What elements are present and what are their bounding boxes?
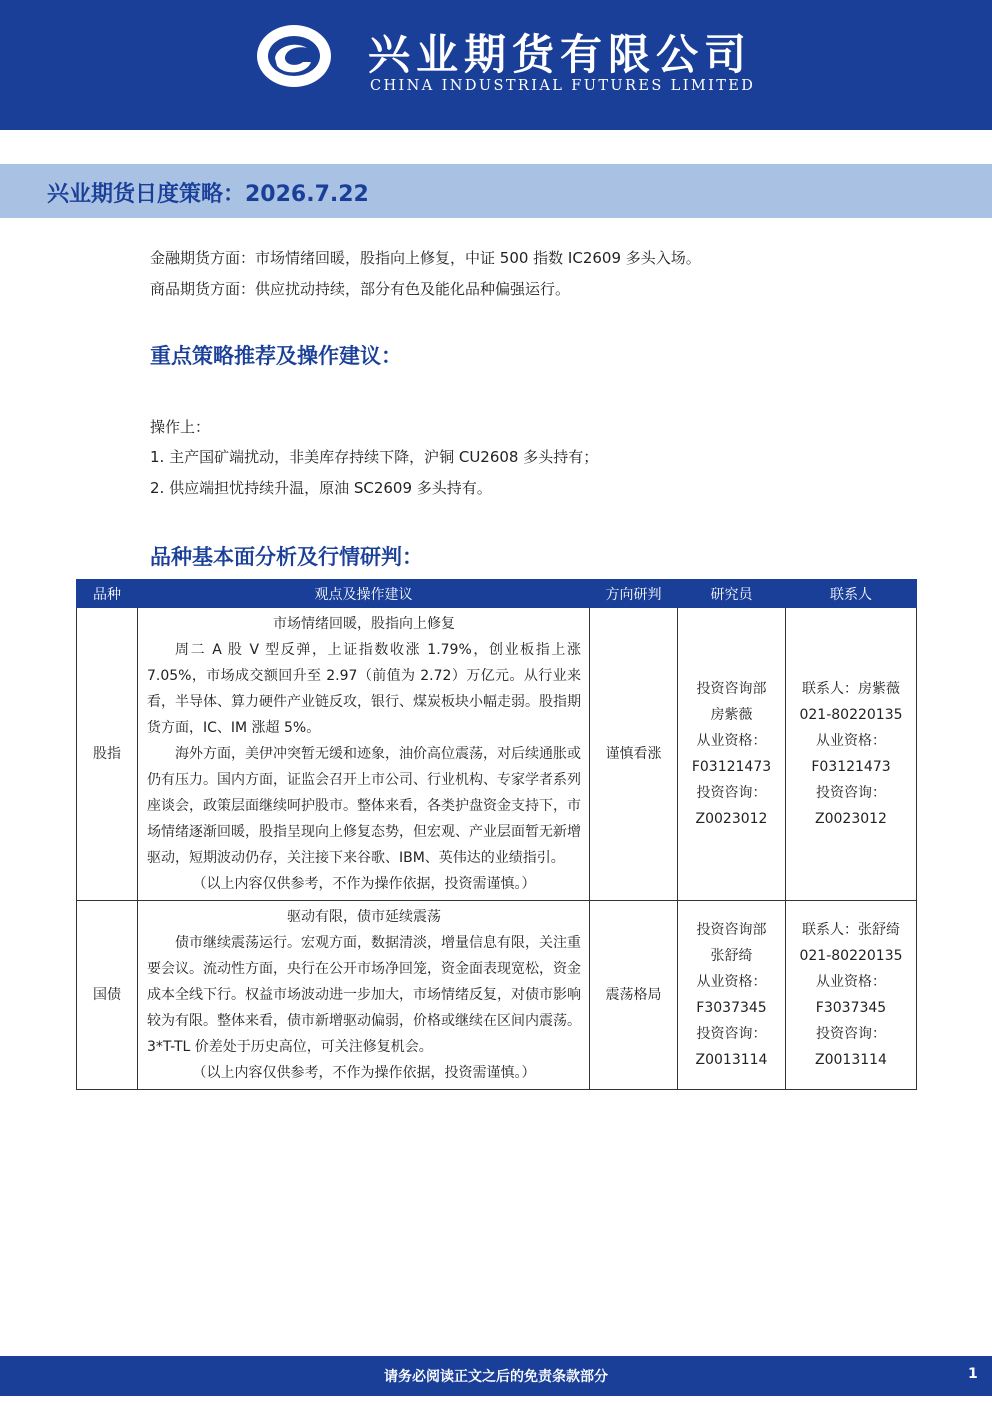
direction-cell: 谨慎看涨 [590,608,678,901]
page-header [0,0,992,130]
view-paragraph: 周二 A 股 V 型反弹，上证指数收涨 1.79%，创业板指上涨 7.05%，市场成交额回升至 2.97（前值为 2.72）万亿元。从行业来看，半导体、算力硬件产业链反攻，银行、煤炭板块小幅走弱。股指期货方面，IC、IM 涨超 5%。 [147,642,581,736]
table-header-row [77,580,917,608]
researcher-line: F3037345 [696,1000,767,1016]
section-heading-strategy: 重点策略推荐及操作建议： [150,344,402,368]
view-subtitle: 驱动有限，债市延续震荡 [287,909,441,925]
page-title: 兴业期货日度策略：2026.7.22 [47,182,369,207]
view-cell [138,608,590,901]
header-variety: 品种 [77,580,138,608]
variety-cell: 股指 [77,608,138,901]
view-disclaimer: （以上内容仅供参考，不作为操作依据，投资需谨慎。） [192,876,536,892]
contact-line: Z0023012 [815,811,887,827]
contact-line: 联系人：房紫薇 [802,681,900,697]
contact-line: 021-80220135 [799,707,903,723]
contact-line: Z0013114 [815,1052,887,1068]
researcher-line: Z0023012 [695,811,768,827]
contact-line: 联系人：张舒绮 [802,922,900,938]
summary-financial: 金融期货方面：市场情绪回暖，股指向上修复，中证 500 指数 IC2609 多头入场。 [150,249,701,267]
researcher-line: 张舒绮 [710,948,753,964]
contact-line: 从业资格： [816,733,886,749]
contact-line: 投资咨询： [816,785,886,801]
view-cell [138,901,590,1090]
researcher-line: F03121473 [691,759,772,775]
researcher-cell [678,608,786,901]
page-footer [0,1356,992,1396]
view-disclaimer: （以上内容仅供参考，不作为操作依据，投资需谨慎。） [192,1065,536,1081]
section-heading-analysis: 品种基本面分析及行情研判： [150,545,423,569]
header-contact: 联系人 [786,580,917,608]
summary-commodity: 商品期货方面：供应扰动持续，部分有色及能化品种偏强运行。 [150,280,571,298]
researcher-line: 投资咨询部 [696,922,767,938]
contact-line: 从业资格： [816,974,886,990]
view-paragraph: 海外方面，美伊冲突暂无缓和迹象，油价高位震荡，对后续通胀或仍有压力。国内方面，证监会召开上市公司、行业机构、专家学者系列座谈会，政策层面继续呵护股市。整体来看，各类护盘资金支持下，市场情绪逐渐回暖，股指呈现向上修复态势，但宏观、产业层面暂无新增驱动，短期波动仍存，关注接下来谷歌、IBM、英伟达的业绩指引。 [147,746,581,866]
contact-line: 投资咨询： [816,1026,886,1042]
view-subtitle: 市场情绪回暖，股指向上修复 [273,616,455,632]
company-logo-icon [255,22,333,90]
page-number: 1 [968,1366,978,1382]
operation-intro: 操作上： [150,418,211,436]
operation-item: 1. 主产国矿端扰动，非美库存持续下降，沪铜 CU2608 多头持有； [150,448,599,466]
researcher-line: 投资咨询： [696,1026,767,1042]
company-name-en: CHINA INDUSTRIAL FUTURES LIMITED [370,78,756,94]
disclaimer-note: 请务必阅读正文之后的免责条款部分 [384,1369,608,1385]
researcher-line: 投资咨询部 [696,681,767,697]
researcher-cell [678,901,786,1090]
researcher-line: 投资咨询： [696,785,767,801]
researcher-line: 房紫薇 [710,707,753,723]
title-band [0,164,992,218]
view-paragraph: 债市继续震荡运行。宏观方面，数据清淡，增量信息有限，关注重要会议。流动性方面，央行在公开市场净回笼，资金面表现宽松，资金成本全线下行。权益市场波动进一步加大，市场情绪反复，对债市影响较为有限。整体来看，债市新增驱动偏弱，价格或继续在区间内震荡。3*T-TL 价差处于历史高位，可关注修复机会。 [147,935,581,1055]
table-row [77,901,917,1090]
variety-cell: 国债 [77,901,138,1090]
table-row [77,608,917,901]
researcher-line: 从业资格： [696,733,767,749]
header-direction: 方向研判 [590,580,678,608]
operation-item: 2. 供应端担忧持续升温，原油 SC2609 多头持有。 [150,479,492,497]
analysis-table [76,579,917,1090]
researcher-line: Z0013114 [695,1052,768,1068]
contact-line: F3037345 [815,1000,887,1016]
contact-line: 021-80220135 [799,948,903,964]
contact-cell [786,608,917,901]
researcher-line: 从业资格： [696,974,767,990]
contact-cell [786,901,917,1090]
header-researcher: 研究员 [678,580,786,608]
direction-cell: 震荡格局 [590,901,678,1090]
company-name-cn: 兴业期货有限公司 [368,30,753,79]
contact-line: F03121473 [811,759,891,775]
header-view: 观点及操作建议 [138,580,590,608]
